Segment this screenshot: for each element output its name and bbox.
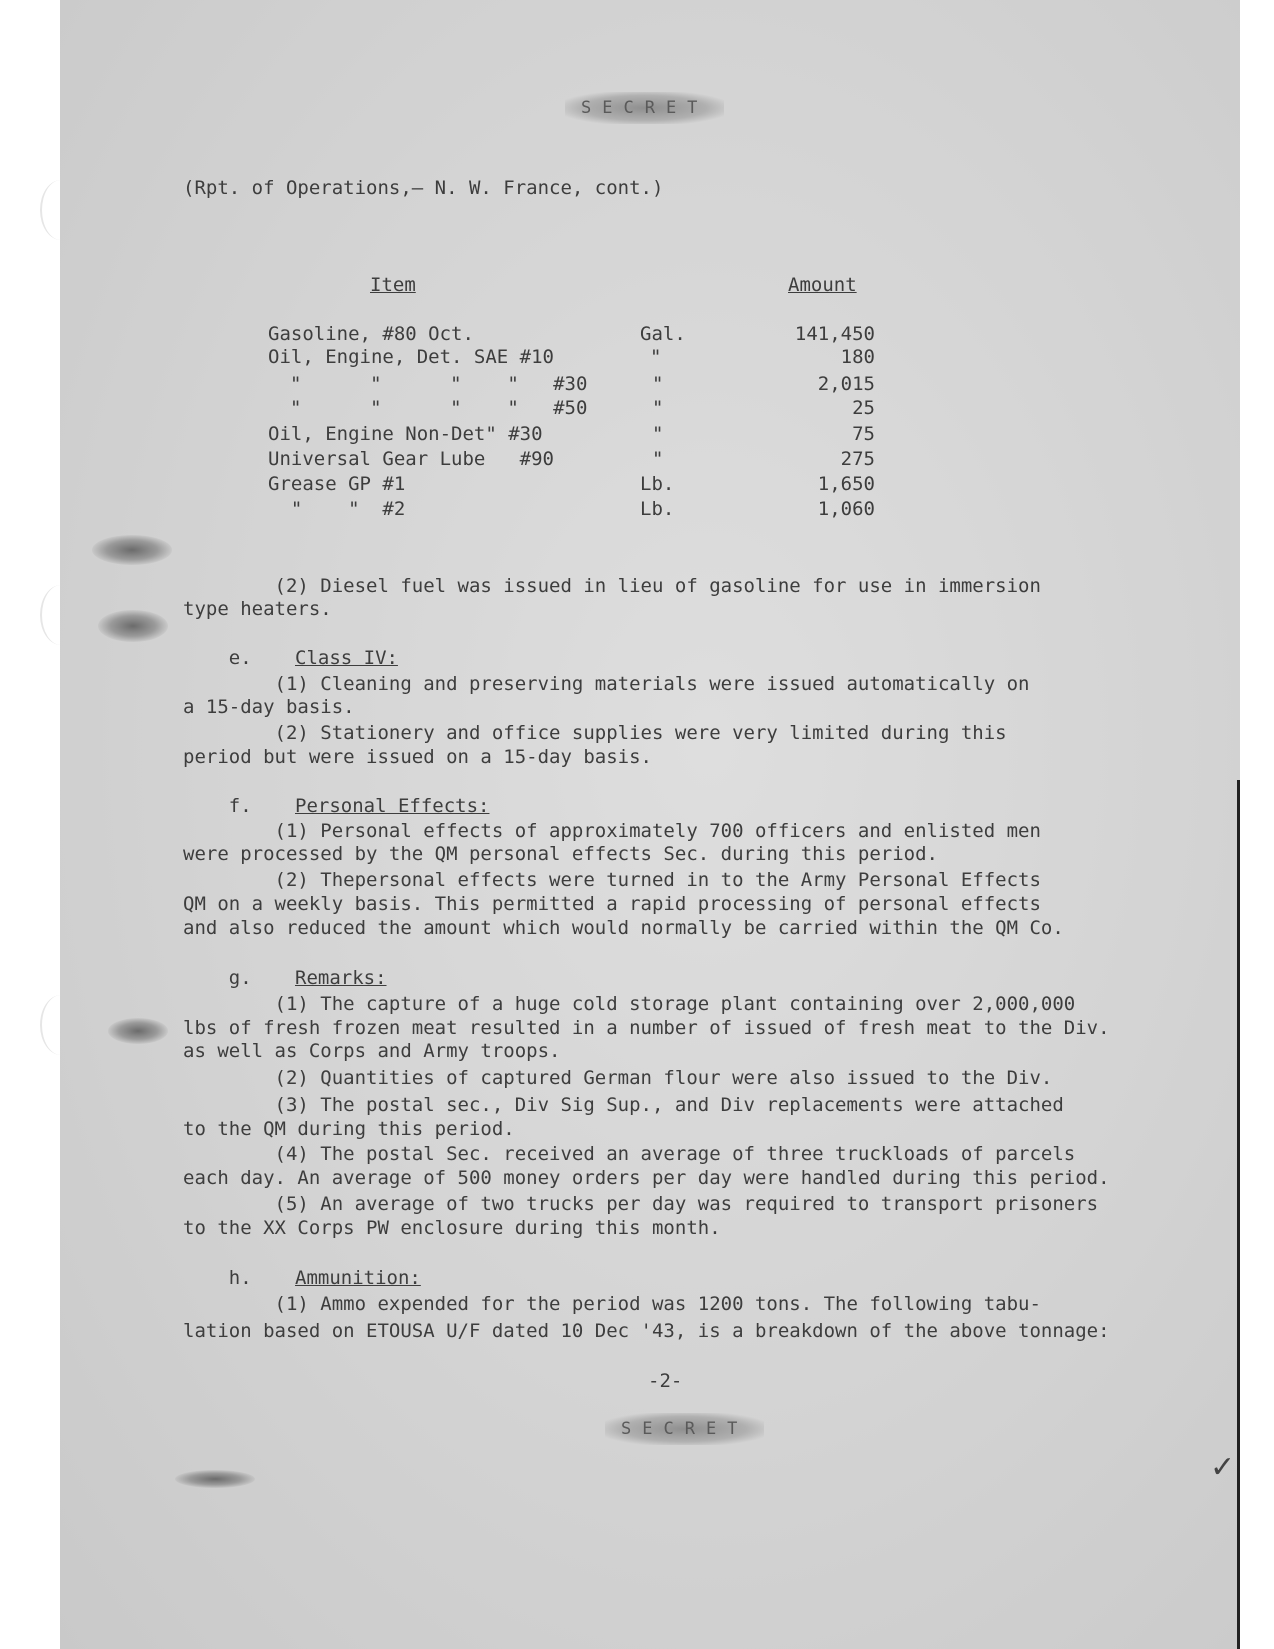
punch-hole-middle xyxy=(40,585,82,645)
table-row-amount: 2,015 xyxy=(817,373,875,395)
table-row-unit: Gal. xyxy=(640,323,686,345)
section-g-item: as well as Corps and Army troops. xyxy=(183,1040,561,1062)
page-edge-shadow xyxy=(1237,780,1240,1649)
section-g-item: each day. An average of 500 money orders per day were handled during this period. xyxy=(183,1167,1110,1189)
table-row-unit: " xyxy=(652,448,664,470)
section-g-label: g. xyxy=(183,967,252,989)
punch-hole-top xyxy=(40,180,82,240)
section-g-item: to the QM during this period. xyxy=(183,1118,515,1140)
table-row-item: Oil, Engine Non-Det" #30 xyxy=(268,423,543,445)
page-number: -2- xyxy=(648,1370,683,1392)
table-row-item: " " " " #30 xyxy=(290,373,588,395)
table-header-amount: Amount xyxy=(788,274,857,296)
table-header-item: Item xyxy=(370,274,416,296)
binding-tear-mark xyxy=(98,610,168,642)
table-row-item: " " " " #50 xyxy=(290,397,588,419)
table-row-unit: Lb. xyxy=(640,473,675,495)
table-row-unit: " xyxy=(652,397,664,419)
table-row-amount: 1,060 xyxy=(817,498,875,520)
check-mark-icon: ✓ xyxy=(1210,1450,1236,1485)
section-g-item: (2) Quantities of captured German flour were also issued to the Div. xyxy=(183,1067,1053,1089)
table-row-item: Universal Gear Lube #90 xyxy=(268,448,554,470)
classification-stamp-top: SECRET xyxy=(565,92,724,124)
table-row-amount: 275 xyxy=(840,448,875,470)
table-row-unit: " xyxy=(650,346,662,368)
classification-stamp-bottom: SECRET xyxy=(605,1413,764,1445)
section-h-item: lation based on ETOUSA U/F dated 10 Dec '43, is a breakdown of the above tonnage: xyxy=(183,1320,1110,1342)
table-row-amount: 25 xyxy=(852,397,875,419)
table-row-unit: " xyxy=(652,423,664,445)
section-g-item: (5) An average of two trucks per day was required to transport prisoners xyxy=(183,1193,1099,1215)
table-row-item: " " #2 xyxy=(268,498,406,520)
table-row-item: Grease GP #1 xyxy=(268,473,406,495)
section-h-item: (1) Ammo expended for the period was 1200 tons. The following tabu- xyxy=(183,1293,1041,1315)
section-e-title: Class IV: xyxy=(295,647,398,669)
section-g-item: lbs of fresh frozen meat resulted in a number of issued of fresh meat to the Div. xyxy=(183,1017,1110,1039)
section-e-label: e. xyxy=(183,647,252,669)
section-g-item: to the XX Corps PW enclosure during this month. xyxy=(183,1217,721,1239)
continuation-header: (Rpt. of Operations,— N. W. France, cont.) xyxy=(183,177,664,199)
paragraph-2-line: type heaters. xyxy=(183,598,332,620)
section-h-label: h. xyxy=(183,1267,252,1289)
section-e-item: (2) Stationery and office supplies were very limited during this xyxy=(183,722,1007,744)
section-g-title: Remarks: xyxy=(295,967,387,989)
paragraph-2-line: (2) Diesel fuel was issued in lieu of gasoline for use in immersion xyxy=(183,575,1041,597)
punch-hole-lower xyxy=(40,995,82,1055)
table-row-amount: 141,450 xyxy=(794,323,875,345)
table-row-item: Oil, Engine, Det. SAE #10 xyxy=(268,346,554,368)
section-g-item: (1) The capture of a huge cold storage plant containing over 2,000,000 xyxy=(183,993,1076,1015)
table-row-item: Gasoline, #80 Oct. xyxy=(268,323,474,345)
binding-tear-mark xyxy=(92,535,172,565)
section-f-item: and also reduced the amount which would normally be carried within the QM Co. xyxy=(183,917,1064,939)
section-e-item: period but were issued on a 15-day basis. xyxy=(183,746,652,768)
binding-tear-mark xyxy=(108,1018,168,1044)
section-e-item: a 15-day basis. xyxy=(183,696,355,718)
section-h-title: Ammunition: xyxy=(295,1267,421,1289)
section-f-item: (2) Thepersonal effects were turned in to the Army Personal Effects xyxy=(183,869,1041,891)
section-f-title: Personal Effects: xyxy=(295,795,490,817)
section-e-item: (1) Cleaning and preserving materials were issued automatically on xyxy=(183,673,1030,695)
section-f-label: f. xyxy=(183,795,252,817)
section-g-item: (3) The postal sec., Div Sig Sup., and Div replacements were attached xyxy=(183,1094,1064,1116)
table-row-amount: 180 xyxy=(840,346,875,368)
table-row-unit: Lb. xyxy=(640,498,675,520)
section-f-item: (1) Personal effects of approximately 700 officers and enlisted men xyxy=(183,820,1041,842)
table-row-amount: 75 xyxy=(852,423,875,445)
binding-tear-mark xyxy=(175,1470,255,1488)
table-row-amount: 1,650 xyxy=(817,473,875,495)
section-f-item: were processed by the QM personal effects Sec. during this period. xyxy=(183,843,938,865)
section-g-item: (4) The postal Sec. received an average of three truckloads of parcels xyxy=(183,1143,1076,1165)
section-f-item: QM on a weekly basis. This permitted a rapid processing of personal effects xyxy=(183,893,1041,915)
table-row-unit: " xyxy=(652,373,664,395)
